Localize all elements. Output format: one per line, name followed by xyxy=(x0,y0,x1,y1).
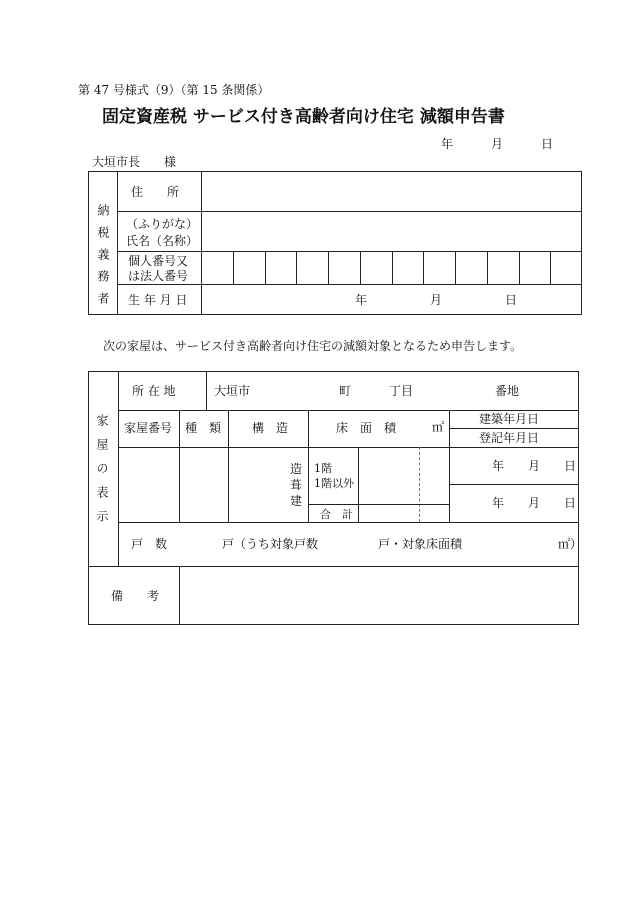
date-year: 年 xyxy=(441,137,454,151)
id-digit-divider xyxy=(550,251,551,284)
id-digit-divider xyxy=(296,251,297,284)
furigana-label: （ふりがな） xyxy=(126,217,199,231)
id-digit-divider xyxy=(487,251,488,284)
built-date-label: 建築年月日 xyxy=(479,412,540,426)
units-detail: 戸（うち対象戸数 戸・対象床面積 ㎡） xyxy=(222,537,583,551)
total-label: 合 計 xyxy=(320,508,353,521)
id-digit-divider xyxy=(392,251,393,284)
location-label: 所 在 地 xyxy=(132,384,176,398)
remarks-field[interactable] xyxy=(181,568,577,623)
name-field[interactable] xyxy=(203,213,579,250)
page-title: 固定資産税 サービス付き高齢者向け住宅 減額申告書 xyxy=(102,107,505,127)
first-floor-label: 1階 xyxy=(314,462,332,475)
town-label: 町 xyxy=(339,384,352,398)
birth-day: 日 xyxy=(505,293,518,307)
chome-label: 丁目 xyxy=(389,384,414,398)
reg-year: 年 xyxy=(492,496,505,510)
taxpayer-section-label: 納税義務者 xyxy=(96,204,110,314)
form-reference: 第 47 号様式（9）（第 15 条関係） xyxy=(78,83,270,97)
id-digit-divider xyxy=(455,251,456,284)
id-digit-divider xyxy=(265,251,266,284)
structure-label: 構 造 xyxy=(252,421,289,435)
built-year: 年 xyxy=(492,459,505,473)
reg-month: 月 xyxy=(528,496,541,510)
other-floors-label: 1階以外 xyxy=(314,477,354,490)
units-label: 戸 数 xyxy=(131,537,168,551)
sqm-unit: ㎡ xyxy=(432,420,445,434)
remarks-label: 備 考 xyxy=(111,589,160,603)
addressee: 大垣市長 様 xyxy=(92,155,177,169)
date-day: 日 xyxy=(541,137,554,151)
birth-year: 年 xyxy=(355,293,368,307)
house-number-label: 家屋番号 xyxy=(124,421,173,435)
birth-month: 月 xyxy=(430,293,443,307)
registration-date-label: 登記年月日 xyxy=(479,431,540,445)
house-section-label: 家屋の表示 xyxy=(95,414,109,534)
banchi-label: 番地 xyxy=(495,384,520,398)
name-label: 氏名（名称） xyxy=(126,234,199,248)
id-digit-divider xyxy=(328,251,329,284)
reg-day: 日 xyxy=(564,496,577,510)
house-type-label: 種 類 xyxy=(185,421,222,435)
date-month: 月 xyxy=(491,137,504,151)
declaration-statement: 次の家屋は、サービス付き高齢者向け住宅の減額対象となるため申告します。 xyxy=(103,339,523,353)
address-label: 住 所 xyxy=(131,185,180,199)
birthdate-label: 生 年 月 日 xyxy=(128,293,188,307)
id-number-label-line1: 個人番号又 xyxy=(128,254,189,268)
built-day: 日 xyxy=(564,459,577,473)
city-name: 大垣市 xyxy=(214,384,251,398)
id-digit-divider xyxy=(233,251,234,284)
wooden-roof-built-label: 造 葺 建 xyxy=(290,462,303,508)
id-digit-divider xyxy=(360,251,361,284)
id-number-label-line2: は法人番号 xyxy=(128,269,189,283)
built-month: 月 xyxy=(528,459,541,473)
address-field[interactable] xyxy=(203,173,579,210)
floor-area-label: 床 面 積 xyxy=(336,421,397,435)
id-digit-divider xyxy=(519,251,520,284)
id-digit-divider xyxy=(423,251,424,284)
